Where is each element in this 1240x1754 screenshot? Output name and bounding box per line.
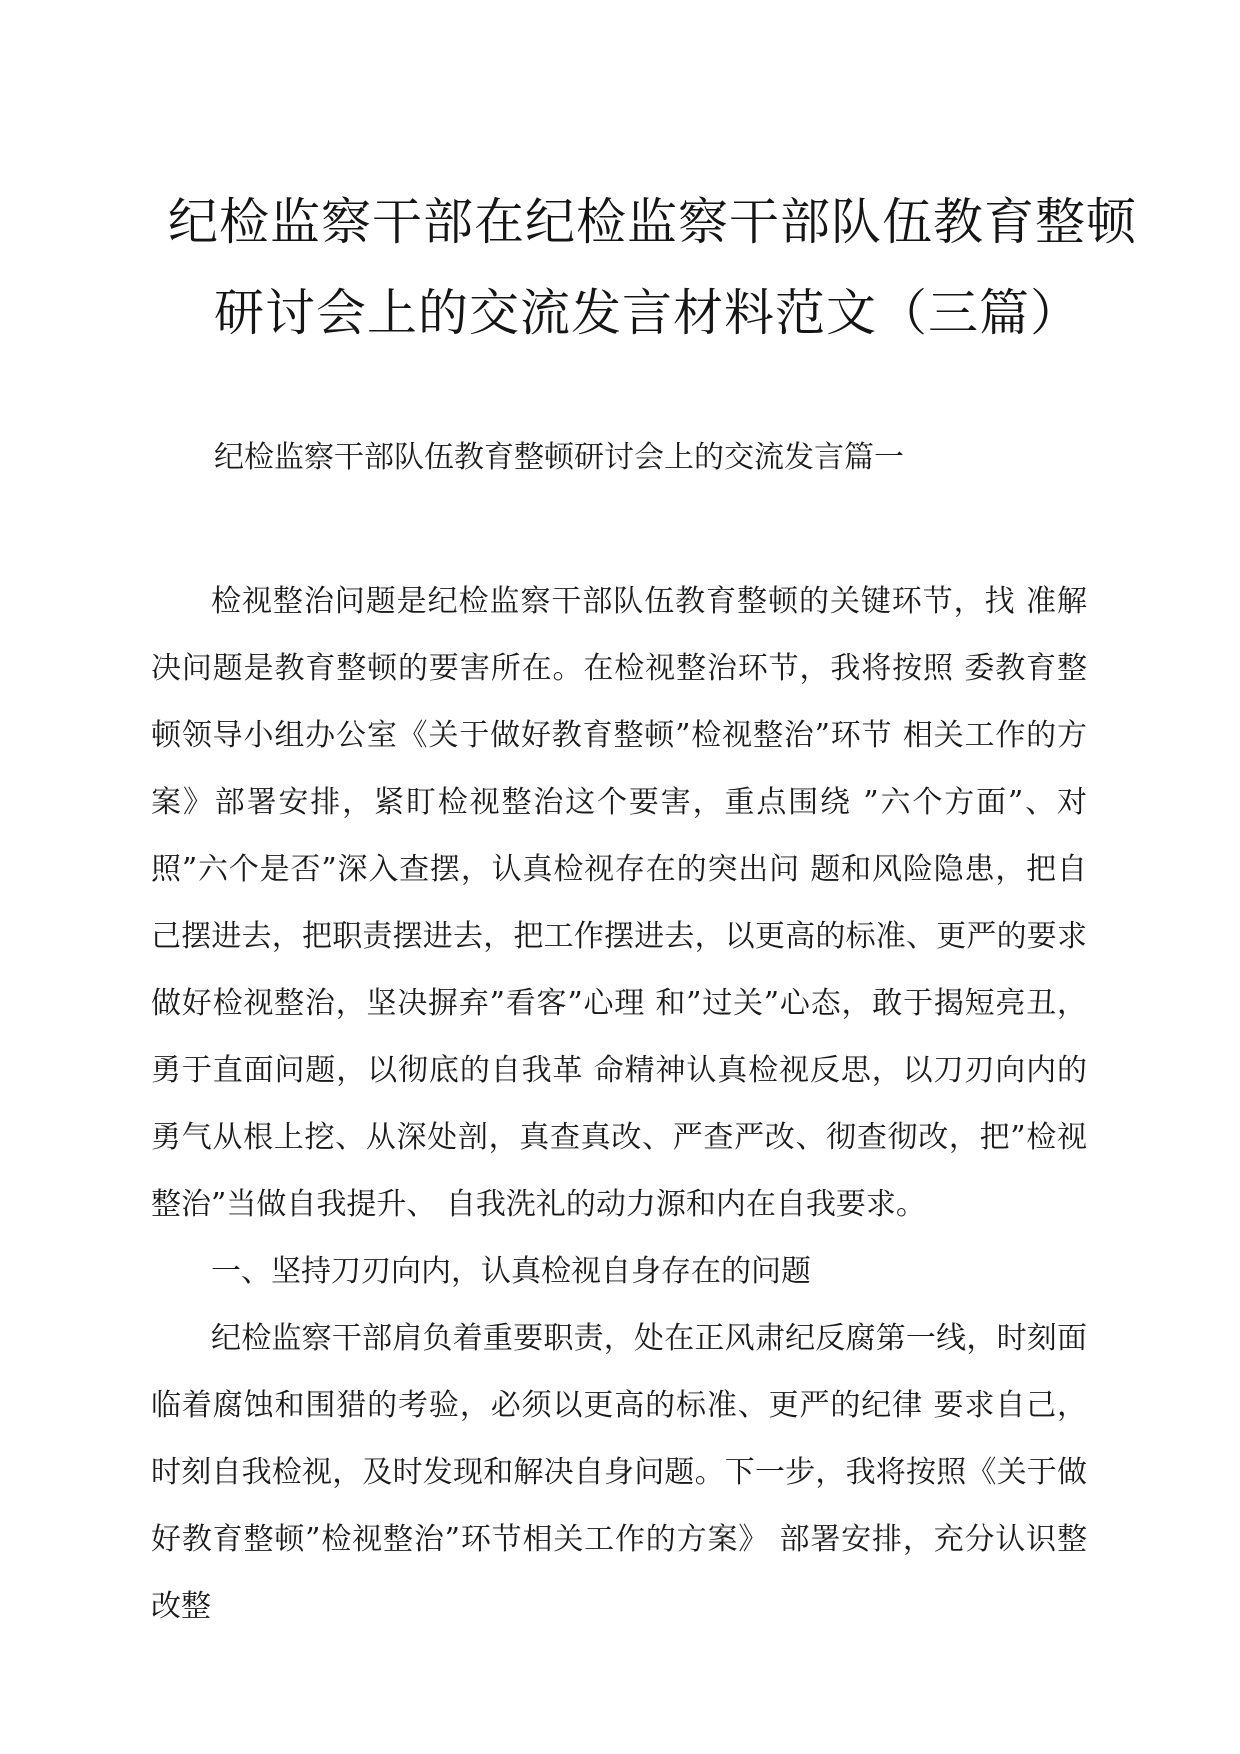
document-body <box>151 568 1087 1640</box>
section-subtitle: 纪检监察干部队伍教育整顿研讨会上的交流发言篇一 <box>214 440 904 475</box>
section-heading: 一、坚持刀刃向内，认真检视自身存在的问题 <box>211 1254 811 1289</box>
document-title-line-2: 研讨会上的交流发言材料范文（三篇） <box>214 284 1081 342</box>
document-title-line-1: 纪检监察干部在纪检监察干部队伍教育整顿 <box>168 193 1137 251</box>
body-paragraph: 检视整治问题是纪检监察干部队伍教育整顿的关键环节，找 准解决问题是教育整顿的要害所在。在检视整治环节，我将按照 委教育整顿领导小组办公室《关于做好教育整顿”检视整治”环节 相关工作的方案》部署安排，紧盯检视整治这个要害，重点围绕 ”六个方面”、对照”六个是否”深入查摆，认真检视存在的突出问 题和风险隐患，把自己摆进去，把职责摆进去，把工作摆进去，以更高的标准、更严的要求做好检视整治，坚决摒弃”看客”心理 和”过关”心态，敢于揭短亮丑，勇于直面问题，以彻底的自我革 命精神认真检视反思，以刀刃向内的勇气从根上挖、从深处剖，真查真改、严查严改、彻查彻改，把”检视整治”当做自我提升、 自我洗礼的动力源和内在自我要求。 <box>151 584 1087 1222</box>
body-paragraph: 纪检监察干部肩负着重要职责，处在正风肃纪反腐第一线，时刻面临着腐蚀和围猎的考验，必须以更高的标准、更严的纪律 要求自己，时刻自我检视，及时发现和解决自身问题。下一步，我将按照《关于做好教育整顿”检视整治”环节相关工作的方案》 部署安排，充分认识整改整 <box>151 1321 1087 1624</box>
